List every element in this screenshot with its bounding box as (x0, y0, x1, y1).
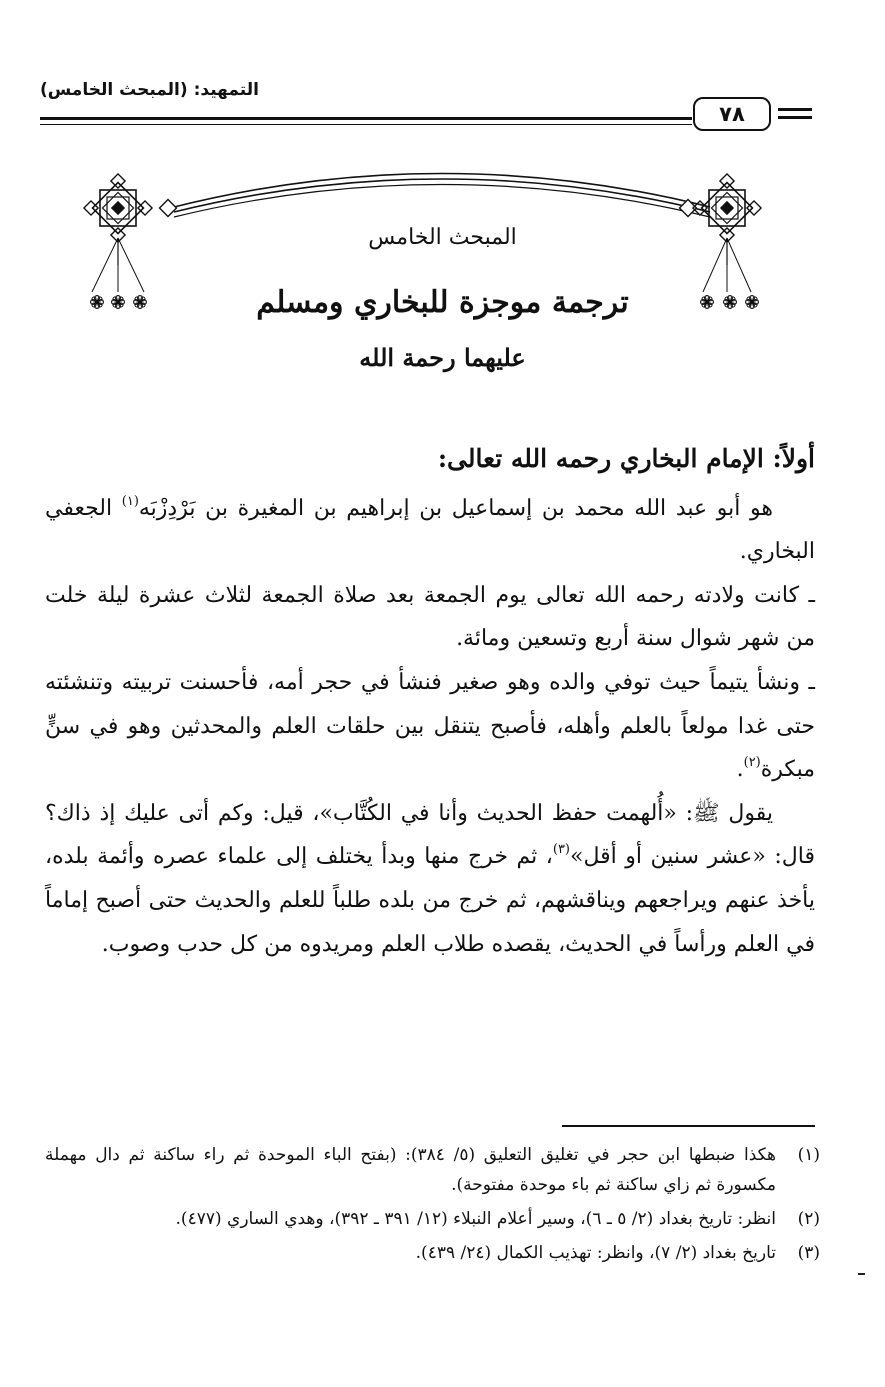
paragraph-4-text: يقول ﷺ: «أُلهمت حفظ الحديث وأنا في الكُتَّاب»، قيل: وكم أتى عليك إذ ذاك؟ قال: «عشر سنين أو أقل» (45, 800, 815, 870)
header-rule-thick (40, 117, 692, 120)
footnote-text: انظر: تاريخ بغداد (٢/ ٥ ـ ٦)، وسير أعلام النبلاء (١٢/ ٣٩١ ـ ٣٩٢)، وهدي الساري (٤٧٧). (175, 1209, 776, 1229)
footnote-3 (45, 1238, 820, 1268)
footnote-separator (562, 1125, 815, 1127)
paragraph-1-text: هو أبو عبد الله محمد بن إسماعيل بن إبراهيم بن المغيرة بن بَرْدِزْبَه (138, 495, 773, 521)
footnote-ref-2: (٢) (743, 755, 761, 771)
paragraph-3-tail: . (736, 757, 744, 783)
paragraph-2: ـ كانت ولادته رحمه الله تعالى يوم الجمعة بعد صلاة الجمعة لثلاث عشرة ليلة خلت من شهر شوال سنة أربع وتسعين ومائة. (45, 582, 815, 652)
footnote-text: تاريخ بغداد (٢/ ٧)، وانظر: تهذيب الكمال (٢٤/ ٤٣٩). (415, 1243, 776, 1263)
footnote-number: (١) (797, 1145, 820, 1165)
page-number: ٧٨ (693, 97, 771, 131)
footnote-number: (٣) (797, 1243, 820, 1263)
paragraph-1 (45, 487, 815, 574)
header-rule-thin (40, 124, 692, 125)
running-title: التمهيد: (المبحث الخامس) (40, 80, 259, 100)
section-heading: أولاً: الإمام البخاري رحمه الله تعالى: (437, 444, 815, 473)
footnote-number: (٢) (797, 1209, 820, 1229)
body-text (45, 437, 815, 966)
paragraph-4 (45, 792, 815, 966)
paragraph-3-text: ـ ونشأ يتيماً حيث توفي والده وهو صغير فنشأ في حجر أمه، فأحسنت تربيته وتنشئته حتى غدا مولعاً بالعلم وأهله، فأصبح يتنقل بين حلقات العلم والمحدثين وهو في سنٍّ مبكرة (45, 669, 815, 783)
chapter-title: ترجمة موجزة للبخاري ومسلم (256, 285, 629, 320)
footnote-1 (45, 1140, 820, 1200)
footnote-2 (45, 1204, 820, 1234)
page-number-dash-bottom (778, 116, 812, 119)
section-label: المبحث الخامس (368, 225, 517, 250)
paragraph-1-tail: الجعفي البخاري. (45, 495, 815, 565)
footnote-ref-3: (٣) (552, 842, 570, 858)
footnote-text: هكذا ضبطها ابن حجر في تغليق التعليق (٥/ ٣٨٤): (بفتح الباء الموحدة ثم راء ساكنة ثم دال مهملة مكسورة ثم زاي ساكنة ثم باء موحدة مفتوحة). (45, 1145, 776, 1195)
page-number-dash-top (778, 108, 812, 111)
footnotes (45, 1140, 820, 1272)
chapter-subtitle: عليهما رحمة الله (359, 343, 526, 372)
scan-mark (858, 1273, 865, 1275)
paragraph-3 (45, 661, 815, 792)
footnote-ref-1: (١) (121, 493, 139, 509)
paragraph-4-tail: ، ثم خرج منها وبدأ يختلف إلى علماء عصره وأئمة بلده، يأخذ عنهم ويراجعهم ويناقشهم، ثم خرج من بلده طلباً للعلم والحديث حتى أصبح إماماً في العلم ورأساً في الحديث، يقصده طلاب العلم ومريدوه من كل حدب وصوب. (45, 844, 815, 957)
